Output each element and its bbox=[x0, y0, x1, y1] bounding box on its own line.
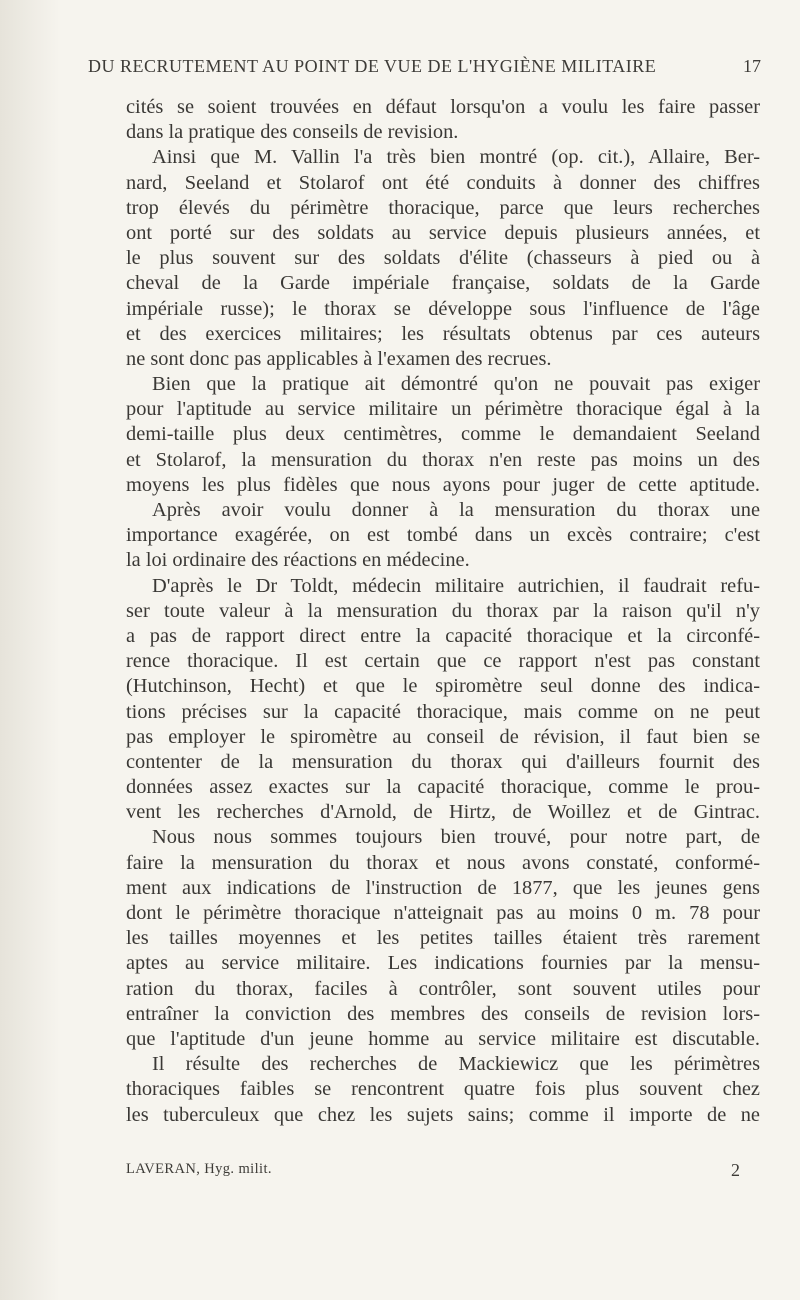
page-number: 17 bbox=[743, 56, 761, 76]
text-line: importance exagérée, on est tombé dans un excès contraire; c'est bbox=[126, 524, 760, 547]
text-line: tions précises sur la capacité thoracique, mais comme on ne peut bbox=[126, 700, 760, 723]
text-line: ne sont donc pas applicables à l'examen des recrues. bbox=[126, 347, 552, 370]
text-line: données assez exactes sur la capacité thoracique, comme le prou- bbox=[126, 776, 760, 799]
body-text bbox=[126, 95, 760, 1128]
text-line: contenter de la mensuration du thorax qui d'ailleurs fournit des bbox=[126, 750, 760, 773]
page-gutter-shadow bbox=[0, 0, 60, 1300]
text-line: la loi ordinaire des réactions en médecine. bbox=[126, 549, 470, 572]
running-header: DU RECRUTEMENT AU POINT DE VUE DE L'HYGIÈNE MILITAIRE bbox=[88, 56, 657, 76]
text-line: nard, Seeland et Stolarof ont été conduits à donner des chiffres bbox=[126, 171, 760, 194]
text-line: impériale russe); le thorax se développe sous l'influence de l'âge bbox=[126, 297, 760, 320]
text-line: thoraciques faibles se rencontrent quatre fois plus souvent chez bbox=[126, 1078, 760, 1101]
text-line: ont porté sur des soldats au service depuis plusieurs années, et bbox=[126, 221, 760, 244]
text-line: (Hutchinson, Hecht) et que le spiromètre seul donne des indica- bbox=[126, 675, 760, 698]
text-line: dans la pratique des conseils de revision. bbox=[126, 121, 459, 144]
text-line: ment aux indications de l'instruction de 1877, que les jeunes gens bbox=[126, 876, 760, 899]
text-line: que l'aptitude d'un jeune homme au service militaire est discutable. bbox=[126, 1027, 760, 1050]
text-line: ration du thorax, faciles à contrôler, sont souvent utiles pour bbox=[126, 977, 760, 1000]
text-line: ser toute valeur à la mensuration du thorax par la raison qu'il n'y bbox=[126, 599, 760, 622]
signature-mark: 2 bbox=[731, 1160, 740, 1180]
text-line: dont le périmètre thoracique n'atteignait pas au moins 0 m. 78 pour bbox=[126, 902, 760, 924]
text-line: cités se soient trouvées en défaut lorsqu'on a voulu les faire passer bbox=[126, 96, 760, 118]
text-line: moyens les plus fidèles que nous ayons pour juger de cette aptitude. bbox=[126, 473, 760, 496]
page-footer bbox=[126, 1160, 760, 1178]
text-line: D'après le Dr Toldt, médecin militaire autrichien, il faudrait refu- bbox=[152, 574, 760, 597]
text-line: entraîner la conviction des membres des conseils de revision lors- bbox=[126, 1002, 760, 1025]
text-line: Nous nous sommes toujours bien trouvé, pour notre part, de bbox=[152, 826, 760, 849]
text-line: le plus souvent sur des soldats d'élite (chasseurs à pied ou à bbox=[126, 247, 760, 270]
text-line: et des exercices militaires; les résultats obtenus par ces auteurs bbox=[126, 322, 760, 345]
text-line: Il résulte des recherches de Mackiewicz que les périmètres bbox=[152, 1053, 760, 1076]
text-line: les tailles moyennes et les petites tailles étaient très rarement bbox=[126, 927, 760, 950]
text-line: Après avoir voulu donner à la mensuration du thorax une bbox=[152, 499, 760, 521]
text-line: les tuberculeux que chez les sujets sains; comme il importe de ne bbox=[126, 1103, 760, 1126]
text-line: cheval de la Garde impériale française, soldats de la Garde bbox=[126, 272, 760, 295]
text-line: aptes au service militaire. Les indications fournies par la mensu- bbox=[126, 952, 760, 975]
text-line: a pas de rapport direct entre la capacité thoracique et la circonfé- bbox=[126, 624, 760, 647]
text-line: demi-taille plus deux centimètres, comme le demandaient Seeland bbox=[126, 423, 760, 446]
text-line: pas employer le spiromètre au conseil de révision, il faut bien se bbox=[126, 725, 760, 748]
text-line: et Stolarof, la mensuration du thorax n'en reste pas moins un des bbox=[126, 448, 760, 471]
text-line: pour l'aptitude au service militaire un périmètre thoracique égal à la bbox=[126, 398, 760, 421]
text-line: faire la mensuration du thorax et nous avons constaté, conformé- bbox=[126, 851, 760, 874]
footer-author-title: LAVERAN, Hyg. milit. bbox=[126, 1161, 272, 1177]
text-line: Bien que la pratique ait démontré qu'on ne pouvait pas exiger bbox=[152, 373, 760, 396]
text-line: trop élevés du périmètre thoracique, parce que leurs recherches bbox=[126, 196, 760, 219]
text-line: rence thoracique. Il est certain que ce rapport n'est pas constant bbox=[126, 650, 760, 673]
text-line: Ainsi que M. Vallin l'a très bien montré (op. cit.), Allaire, Ber- bbox=[152, 146, 760, 169]
text-line: vent les recherches d'Arnold, de Hirtz, de Woillez et de Gintrac. bbox=[126, 801, 760, 824]
